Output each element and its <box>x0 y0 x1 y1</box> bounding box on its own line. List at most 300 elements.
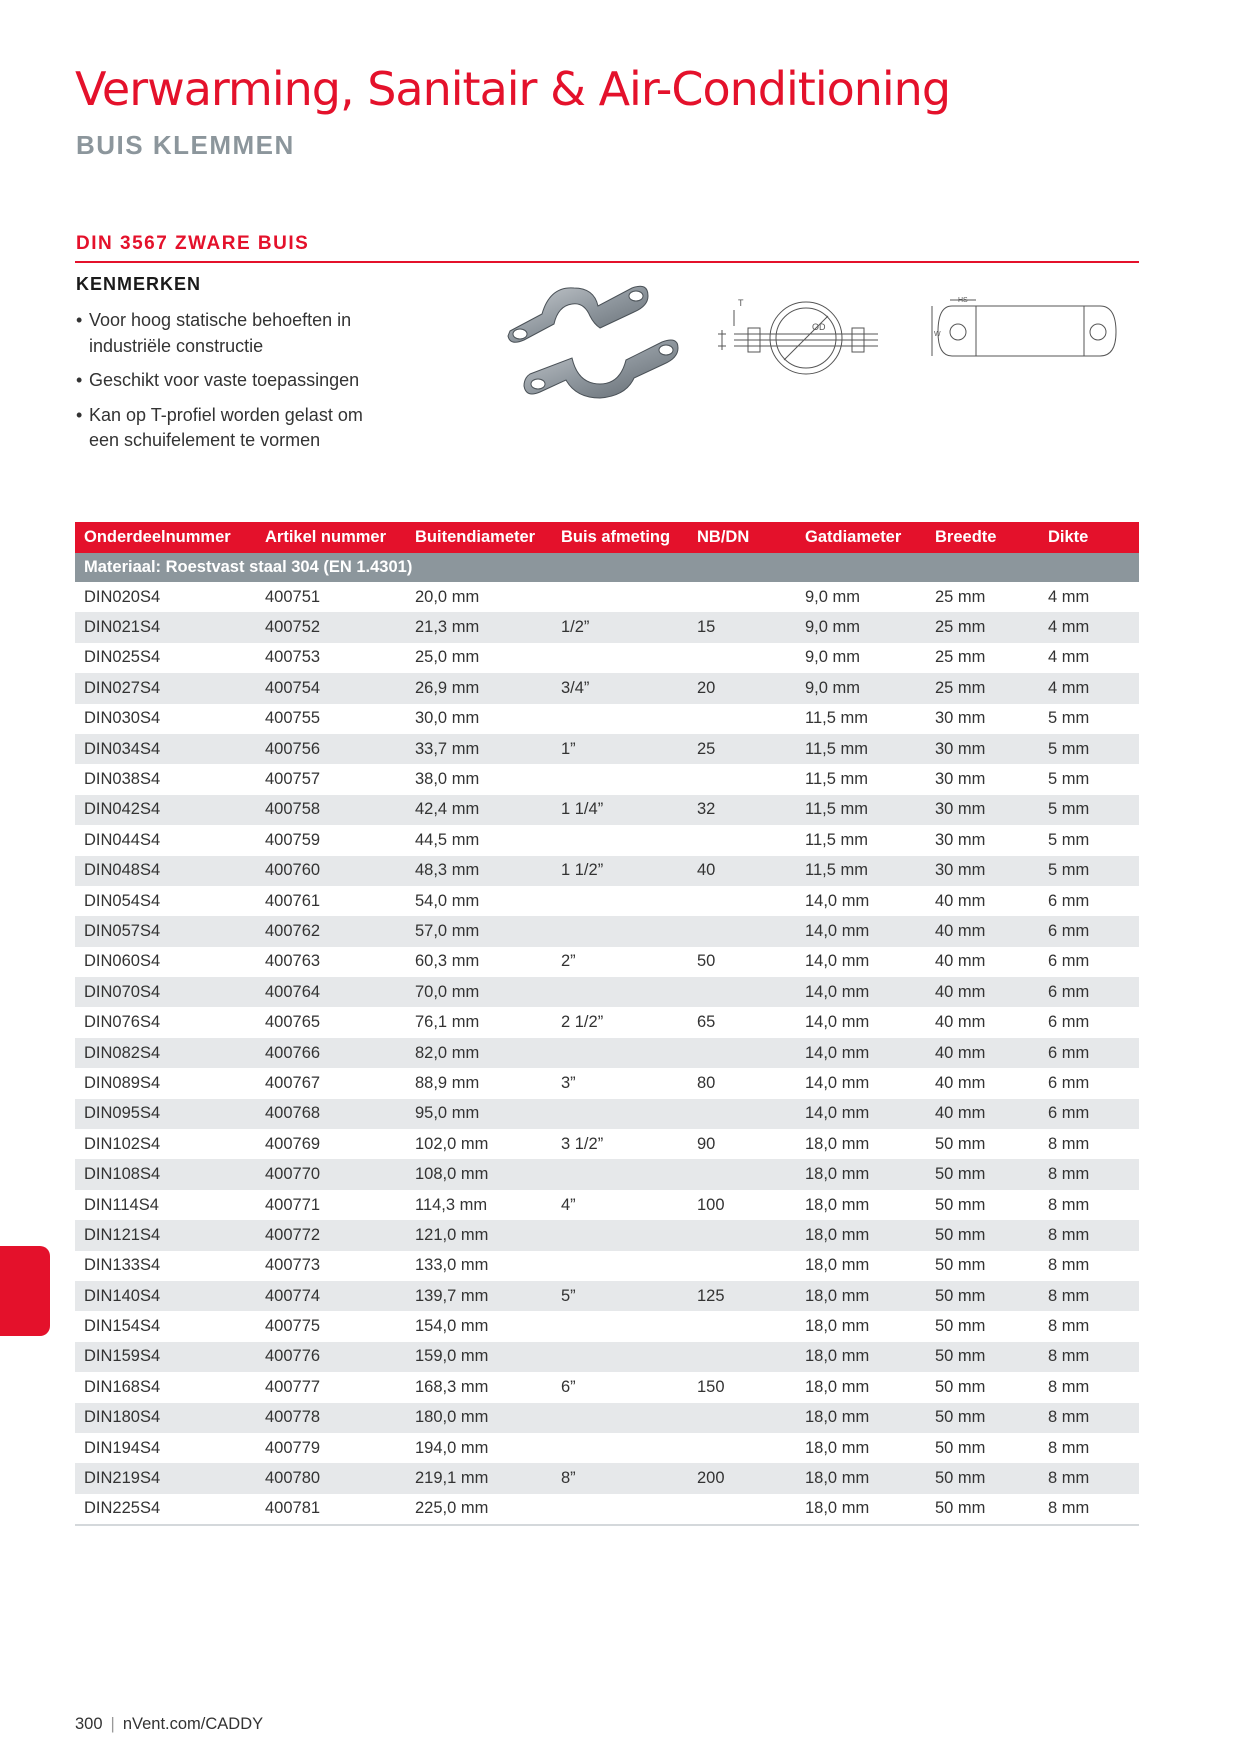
table-row <box>75 947 1139 977</box>
cell-pipe-size: 2” <box>561 952 576 971</box>
cell-article-number: 400754 <box>256 673 406 703</box>
cell-nb-dn <box>688 1311 796 1341</box>
cell-thickness: 4 mm <box>1039 673 1139 703</box>
cell-width: 40 mm <box>935 891 986 910</box>
spec-table <box>75 522 1139 1526</box>
cell-pipe-size <box>552 825 688 855</box>
table-row <box>75 673 1139 703</box>
cell-thickness: 8 mm <box>1039 1159 1139 1189</box>
feature-text: Geschikt voor vaste toepassingen <box>89 370 360 390</box>
cell-part-number: DIN042S4 <box>75 795 256 825</box>
cell-thickness: 8 mm <box>1048 1256 1090 1275</box>
cell-article-number: 400775 <box>265 1317 321 1336</box>
cell-nb-dn <box>688 643 796 673</box>
cell-width: 50 mm <box>926 1342 1039 1372</box>
hole-size-label: HS <box>958 297 968 304</box>
cell-hole-diameter: 14,0 mm <box>796 1038 926 1068</box>
cell-part-number: DIN114S4 <box>84 1195 159 1214</box>
cell-part-number: DIN095S4 <box>75 1099 256 1129</box>
table-row <box>75 886 1139 916</box>
cell-outer-diameter: 154,0 mm <box>415 1317 489 1336</box>
width-label: W <box>934 331 941 338</box>
front-view-drawing <box>712 290 900 390</box>
cell-width: 30 mm <box>926 734 1039 764</box>
table-row <box>75 1281 1139 1311</box>
cell-thickness: 6 mm <box>1039 916 1139 946</box>
cell-article-number: 400773 <box>265 1256 321 1275</box>
cell-article-number: 400781 <box>256 1494 406 1525</box>
cell-outer-diameter: 33,7 mm <box>406 734 552 764</box>
cell-thickness: 8 mm <box>1039 1463 1139 1493</box>
table-row <box>75 1372 1139 1402</box>
cell-article-number: 400771 <box>265 1195 321 1214</box>
cell-pipe-size <box>552 704 688 734</box>
cell-outer-diameter: 57,0 mm <box>406 916 552 946</box>
cell-outer-diameter: 95,0 mm <box>406 1099 552 1129</box>
cell-part-number: DIN076S4 <box>84 1013 161 1032</box>
cell-outer-diameter: 21,3 mm <box>406 612 552 642</box>
cell-nb-dn <box>688 764 796 794</box>
cell-outer-diameter: 60,3 mm <box>415 952 480 971</box>
cell-part-number: DIN021S4 <box>75 612 256 642</box>
cell-outer-diameter: 20,0 mm <box>415 587 480 606</box>
cell-outer-diameter: 82,0 mm <box>406 1038 552 1068</box>
table-row <box>75 1038 1139 1068</box>
cell-part-number: DIN057S4 <box>75 916 256 946</box>
table-row <box>75 612 1139 642</box>
cell-nb-dn <box>688 1342 796 1372</box>
cell-nb-dn: 90 <box>697 1134 716 1153</box>
table-row <box>75 916 1139 946</box>
cell-part-number: DIN102S4 <box>84 1134 161 1153</box>
cell-thickness: 4 mm <box>1039 612 1139 642</box>
cell-nb-dn <box>688 1159 796 1189</box>
footer-separator: | <box>110 1715 115 1733</box>
cell-thickness: 4 mm <box>1048 587 1090 606</box>
cell-article-number: 400752 <box>256 612 406 642</box>
cell-width: 40 mm <box>926 1099 1039 1129</box>
cell-outer-diameter: 225,0 mm <box>406 1494 552 1525</box>
cell-width: 25 mm <box>926 612 1039 642</box>
cell-pipe-size <box>552 916 688 946</box>
cell-nb-dn <box>688 704 796 734</box>
bullet-icon: • <box>76 404 83 425</box>
cell-part-number: DIN044S4 <box>84 830 161 849</box>
cell-width: 30 mm <box>935 709 986 728</box>
cell-pipe-size <box>552 1251 688 1281</box>
cell-hole-diameter: 18,0 mm <box>796 1463 926 1493</box>
cell-width: 30 mm <box>935 770 986 789</box>
header-article-number: Artikel nummer <box>256 522 406 553</box>
table-row <box>75 734 1139 764</box>
cell-part-number: DIN089S4 <box>84 1073 161 1092</box>
cell-width: 50 mm <box>926 1281 1039 1311</box>
cell-pipe-size: 1” <box>552 734 688 764</box>
cell-width: 30 mm <box>926 856 1039 886</box>
feature-text: Voor hoog statische behoeften in industriële constructie <box>89 310 352 356</box>
cell-nb-dn: 32 <box>688 795 796 825</box>
cell-article-number: 400772 <box>256 1220 406 1250</box>
cell-thickness: 6 mm <box>1039 1099 1139 1129</box>
table-row <box>75 643 1139 673</box>
cell-pipe-size: 2 1/2” <box>561 1013 604 1032</box>
cell-width: 50 mm <box>935 1438 986 1457</box>
cell-pipe-size <box>552 1159 688 1189</box>
cell-nb-dn <box>688 1403 796 1433</box>
cell-article-number: 400769 <box>265 1134 321 1153</box>
cell-article-number: 400763 <box>265 952 321 971</box>
cell-pipe-size <box>552 1494 688 1525</box>
cell-hole-diameter: 11,5 mm <box>805 770 868 789</box>
cell-outer-diameter: 30,0 mm <box>415 709 480 728</box>
cell-nb-dn: 20 <box>688 673 796 703</box>
cell-pipe-size: 1/2” <box>552 612 688 642</box>
cell-thickness: 6 mm <box>1039 977 1139 1007</box>
cell-thickness: 8 mm <box>1039 1281 1139 1311</box>
table-row <box>75 764 1139 794</box>
cell-thickness: 8 mm <box>1048 1438 1090 1457</box>
cell-hole-diameter: 14,0 mm <box>805 1013 870 1032</box>
cell-part-number: DIN225S4 <box>75 1494 256 1525</box>
cell-hole-diameter: 18,0 mm <box>796 1403 926 1433</box>
cell-width: 50 mm <box>926 1220 1039 1250</box>
table-row <box>75 1342 1139 1372</box>
cell-part-number: DIN194S4 <box>84 1438 161 1457</box>
cell-hole-diameter: 11,5 mm <box>796 795 926 825</box>
cell-width: 50 mm <box>935 1134 986 1153</box>
cell-width: 50 mm <box>935 1377 986 1396</box>
table-row <box>75 1463 1139 1493</box>
material-row <box>75 553 1139 582</box>
cell-hole-diameter: 14,0 mm <box>796 977 926 1007</box>
cell-thickness: 8 mm <box>1048 1134 1090 1153</box>
footer-site: nVent.com/CADDY <box>122 1715 264 1733</box>
feature-item <box>76 403 376 454</box>
cell-hole-diameter: 14,0 mm <box>805 952 870 971</box>
cell-pipe-size <box>552 643 688 673</box>
cell-pipe-size <box>552 582 688 612</box>
cell-pipe-size <box>552 886 688 916</box>
cell-outer-diameter: 54,0 mm <box>415 891 480 910</box>
cell-thickness: 5 mm <box>1039 795 1139 825</box>
cell-part-number: DIN025S4 <box>84 648 161 667</box>
cell-article-number: 400776 <box>256 1342 406 1372</box>
cell-thickness: 6 mm <box>1048 891 1090 910</box>
cell-thickness: 8 mm <box>1039 1342 1139 1372</box>
header-thickness: Dikte <box>1039 522 1139 553</box>
cell-part-number: DIN133S4 <box>84 1256 161 1275</box>
cell-width: 50 mm <box>935 1317 986 1336</box>
cell-nb-dn <box>688 1099 796 1129</box>
cell-nb-dn: 50 <box>697 952 716 971</box>
cell-thickness: 5 mm <box>1048 770 1090 789</box>
cell-pipe-size: 4” <box>561 1195 576 1214</box>
cell-hole-diameter: 9,0 mm <box>796 612 926 642</box>
cell-part-number: DIN168S4 <box>84 1377 161 1396</box>
section-title: DIN 3567 ZWARE BUIS <box>76 233 310 254</box>
cell-thickness: 6 mm <box>1048 1073 1090 1092</box>
cell-width: 50 mm <box>926 1463 1039 1493</box>
header-nb-dn: NB/DN <box>688 522 796 553</box>
product-photo <box>502 276 682 400</box>
cell-thickness: 8 mm <box>1039 1494 1139 1525</box>
cell-nb-dn <box>688 1038 796 1068</box>
cell-thickness: 8 mm <box>1039 1220 1139 1250</box>
table-row <box>75 825 1139 855</box>
cell-pipe-size <box>552 1433 688 1463</box>
cell-article-number: 400761 <box>265 891 321 910</box>
cell-nb-dn: 40 <box>688 856 796 886</box>
cell-part-number: DIN159S4 <box>75 1342 256 1372</box>
cell-thickness: 8 mm <box>1048 1195 1090 1214</box>
table-row <box>75 1403 1139 1433</box>
cell-part-number: DIN034S4 <box>75 734 256 764</box>
cell-outer-diameter: 219,1 mm <box>406 1463 552 1493</box>
cell-part-number: DIN154S4 <box>84 1317 161 1336</box>
cell-part-number: DIN140S4 <box>75 1281 256 1311</box>
table-row <box>75 1190 1139 1220</box>
cell-pipe-size: 1 1/2” <box>552 856 688 886</box>
table-row <box>75 1311 1139 1341</box>
thickness-label: T <box>738 298 744 308</box>
cell-article-number: 400753 <box>265 648 321 667</box>
cell-width: 50 mm <box>935 1195 986 1214</box>
cell-part-number: DIN048S4 <box>75 856 256 886</box>
section-divider <box>75 261 1139 263</box>
table-row <box>75 1099 1139 1129</box>
cell-part-number: DIN038S4 <box>84 770 161 789</box>
cell-pipe-size <box>552 764 688 794</box>
page-subtitle: BUIS KLEMMEN <box>76 130 295 160</box>
cell-outer-diameter: 194,0 mm <box>415 1438 489 1457</box>
cell-article-number: 400756 <box>256 734 406 764</box>
cell-article-number: 400765 <box>265 1013 321 1032</box>
cell-width: 50 mm <box>926 1159 1039 1189</box>
cell-nb-dn: 15 <box>688 612 796 642</box>
cell-pipe-size <box>552 1220 688 1250</box>
cell-hole-diameter: 18,0 mm <box>805 1195 870 1214</box>
bullet-icon: • <box>76 370 83 390</box>
cell-hole-diameter: 18,0 mm <box>805 1317 870 1336</box>
cell-nb-dn <box>688 1433 796 1463</box>
cell-nb-dn <box>688 1251 796 1281</box>
cell-pipe-size: 3 1/2” <box>561 1134 604 1153</box>
table-row <box>75 977 1139 1007</box>
cell-hole-diameter: 18,0 mm <box>796 1494 926 1525</box>
cell-outer-diameter: 114,3 mm <box>415 1195 488 1214</box>
cell-nb-dn <box>688 825 796 855</box>
table-row <box>75 1007 1139 1037</box>
cell-width: 25 mm <box>926 673 1039 703</box>
header-hole-diameter: Gatdiameter <box>796 522 926 553</box>
cell-article-number: 400778 <box>256 1403 406 1433</box>
feature-item <box>76 308 376 359</box>
cell-article-number: 400768 <box>256 1099 406 1129</box>
header-outer-diameter: Buitendiameter <box>406 522 552 553</box>
cell-nb-dn: 80 <box>697 1073 716 1092</box>
cell-nb-dn: 25 <box>688 734 796 764</box>
cell-hole-diameter: 9,0 mm <box>805 648 861 667</box>
cell-hole-diameter: 18,0 mm <box>805 1438 870 1457</box>
cell-part-number: DIN027S4 <box>75 673 256 703</box>
cell-hole-diameter: 18,0 mm <box>805 1256 870 1275</box>
cell-article-number: 400766 <box>256 1038 406 1068</box>
cell-width: 30 mm <box>935 830 986 849</box>
cell-width: 40 mm <box>926 977 1039 1007</box>
cell-outer-diameter: 139,7 mm <box>406 1281 552 1311</box>
cell-hole-diameter: 11,5 mm <box>805 830 868 849</box>
cell-thickness: 8 mm <box>1048 1317 1090 1336</box>
cell-part-number: DIN020S4 <box>84 587 161 606</box>
cell-outer-diameter: 133,0 mm <box>415 1256 489 1275</box>
cell-article-number: 400762 <box>256 916 406 946</box>
cell-hole-diameter: 14,0 mm <box>796 1099 926 1129</box>
cell-outer-diameter: 180,0 mm <box>406 1403 552 1433</box>
table-row <box>75 1129 1139 1159</box>
cell-outer-diameter: 48,3 mm <box>406 856 552 886</box>
cell-pipe-size <box>552 1342 688 1372</box>
cell-article-number: 400770 <box>256 1159 406 1189</box>
cell-thickness: 5 mm <box>1048 709 1090 728</box>
table-row <box>75 1068 1139 1098</box>
cell-thickness: 8 mm <box>1048 1377 1090 1396</box>
cell-width: 50 mm <box>926 1494 1039 1525</box>
table-header-row <box>75 522 1139 553</box>
side-view-drawing <box>930 296 1120 366</box>
cell-part-number: DIN054S4 <box>84 891 161 910</box>
cell-width: 40 mm <box>935 1073 986 1092</box>
chapter-tab <box>0 1246 50 1336</box>
cell-outer-diameter: 42,4 mm <box>406 795 552 825</box>
cell-part-number: DIN121S4 <box>75 1220 256 1250</box>
cell-article-number: 400751 <box>265 587 321 606</box>
cell-pipe-size <box>552 1403 688 1433</box>
cell-pipe-size <box>552 1311 688 1341</box>
cell-article-number: 400779 <box>265 1438 321 1457</box>
cell-hole-diameter: 14,0 mm <box>796 916 926 946</box>
cell-nb-dn: 200 <box>688 1463 796 1493</box>
table-row <box>75 1159 1139 1189</box>
cell-width: 50 mm <box>935 1256 986 1275</box>
cell-article-number: 400760 <box>256 856 406 886</box>
cell-width: 25 mm <box>935 648 986 667</box>
cell-outer-diameter: 168,3 mm <box>415 1377 489 1396</box>
cell-width: 40 mm <box>935 952 986 971</box>
cell-nb-dn: 150 <box>697 1377 725 1396</box>
cell-outer-diameter: 88,9 mm <box>415 1073 480 1092</box>
cell-thickness: 5 mm <box>1039 856 1139 886</box>
table-row <box>75 1433 1139 1463</box>
cell-pipe-size: 6” <box>561 1377 576 1396</box>
cell-hole-diameter: 11,5 mm <box>796 734 926 764</box>
material-label: Materiaal: Roestvast staal 304 (EN 1.4301) <box>75 553 1139 582</box>
cell-outer-diameter: 38,0 mm <box>415 770 480 789</box>
cell-article-number: 400767 <box>265 1073 321 1092</box>
header-pipe-size: Buis afmeting <box>552 522 688 553</box>
cell-nb-dn <box>688 977 796 1007</box>
features-list <box>76 308 376 463</box>
cell-part-number: DIN180S4 <box>75 1403 256 1433</box>
cell-hole-diameter: 11,5 mm <box>796 856 926 886</box>
page-title: Verwarming, Sanitair & Air-Conditioning <box>75 62 951 116</box>
table-row <box>75 856 1139 886</box>
cell-thickness: 5 mm <box>1048 830 1090 849</box>
cell-width: 50 mm <box>926 1403 1039 1433</box>
cell-thickness: 6 mm <box>1048 1013 1090 1032</box>
cell-thickness: 5 mm <box>1039 734 1139 764</box>
cell-pipe-size: 1 1/4” <box>552 795 688 825</box>
cell-nb-dn <box>688 1220 796 1250</box>
cell-nb-dn: 65 <box>697 1013 716 1032</box>
cell-outer-diameter: 26,9 mm <box>406 673 552 703</box>
table-row <box>75 795 1139 825</box>
cell-hole-diameter: 18,0 mm <box>805 1377 870 1396</box>
header-part-number: Onderdeelnummer <box>75 522 256 553</box>
feature-item <box>76 368 376 394</box>
feature-text: Kan op T-profiel worden gelast om een schuifelement te vormen <box>89 404 363 450</box>
cell-hole-diameter: 18,0 mm <box>796 1159 926 1189</box>
cell-width: 40 mm <box>935 1013 986 1032</box>
cell-outer-diameter: 76,1 mm <box>415 1013 480 1032</box>
cell-hole-diameter: 14,0 mm <box>805 1073 870 1092</box>
table-row <box>75 582 1139 612</box>
cell-width: 40 mm <box>926 916 1039 946</box>
cell-pipe-size: 3/4” <box>552 673 688 703</box>
cell-article-number: 400774 <box>256 1281 406 1311</box>
cell-article-number: 400755 <box>265 709 321 728</box>
cell-article-number: 400757 <box>265 770 321 789</box>
table-row <box>75 1220 1139 1250</box>
cell-part-number: DIN219S4 <box>75 1463 256 1493</box>
cell-hole-diameter: 9,0 mm <box>796 673 926 703</box>
page-number: 300 <box>75 1715 103 1733</box>
cell-article-number: 400780 <box>256 1463 406 1493</box>
cell-thickness: 8 mm <box>1039 1403 1139 1433</box>
cell-part-number: DIN030S4 <box>84 709 161 728</box>
cell-outer-diameter: 25,0 mm <box>415 648 480 667</box>
cell-hole-diameter: 9,0 mm <box>805 587 861 606</box>
cell-article-number: 400759 <box>265 830 321 849</box>
cell-pipe-size: 3” <box>561 1073 576 1092</box>
cell-hole-diameter: 18,0 mm <box>796 1342 926 1372</box>
header-width: Breedte <box>926 522 1039 553</box>
cell-part-number: DIN060S4 <box>84 952 161 971</box>
cell-pipe-size <box>552 1038 688 1068</box>
table-row <box>75 704 1139 734</box>
cell-hole-diameter: 14,0 mm <box>805 891 870 910</box>
cell-article-number: 400758 <box>256 795 406 825</box>
cell-thickness: 4 mm <box>1048 648 1090 667</box>
bullet-icon: • <box>76 310 83 330</box>
cell-nb-dn <box>688 1494 796 1525</box>
cell-hole-diameter: 18,0 mm <box>796 1220 926 1250</box>
cell-outer-diameter: 102,0 mm <box>415 1134 489 1153</box>
cell-nb-dn: 100 <box>697 1195 725 1214</box>
cell-thickness: 6 mm <box>1048 952 1090 971</box>
cell-part-number: DIN108S4 <box>75 1159 256 1189</box>
outer-diameter-label: OD <box>812 322 826 332</box>
cell-pipe-size <box>552 1099 688 1129</box>
cell-width: 30 mm <box>926 795 1039 825</box>
cell-part-number: DIN070S4 <box>75 977 256 1007</box>
cell-pipe-size: 8” <box>552 1463 688 1493</box>
cell-nb-dn: 125 <box>688 1281 796 1311</box>
cell-outer-diameter: 121,0 mm <box>406 1220 552 1250</box>
cell-hole-diameter: 11,5 mm <box>805 709 868 728</box>
cell-outer-diameter: 44,5 mm <box>415 830 480 849</box>
cell-pipe-size: 5” <box>552 1281 688 1311</box>
cell-nb-dn <box>688 886 796 916</box>
